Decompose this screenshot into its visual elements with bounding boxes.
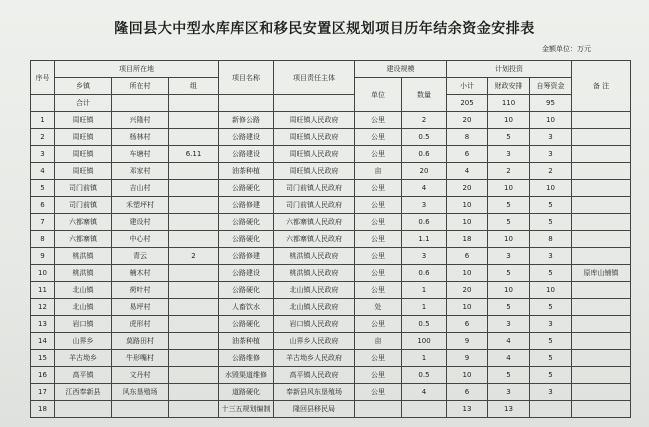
cell-owner: 高平镇人民政府 bbox=[274, 367, 355, 384]
cell-fiscal: 2 bbox=[488, 163, 530, 180]
cell-qty: 20 bbox=[402, 163, 447, 180]
cell-qty: 0.5 bbox=[402, 129, 447, 146]
header-town: 乡镇 bbox=[55, 78, 112, 95]
cell-village: 虎形村 bbox=[112, 316, 169, 333]
cell-unit: 公里 bbox=[355, 129, 402, 146]
cell-qty bbox=[402, 401, 447, 418]
cell-self: 3 bbox=[530, 248, 572, 265]
cell-owner: 周旺镇人民政府 bbox=[274, 129, 355, 146]
cell-seq: 9 bbox=[31, 248, 55, 265]
cell-unit: 公里 bbox=[355, 214, 402, 231]
cell-fiscal: 10 bbox=[488, 282, 530, 299]
cell-fiscal: 3 bbox=[488, 384, 530, 401]
cell-remark bbox=[572, 214, 631, 231]
header-group: 组 bbox=[169, 78, 219, 95]
cell-town: 高平镇 bbox=[55, 367, 112, 384]
cell-group bbox=[169, 231, 219, 248]
cell-subtotal: 6 bbox=[447, 384, 488, 401]
unit-note: 金额单位：万元 bbox=[542, 45, 591, 53]
cell-group bbox=[169, 197, 219, 214]
cell-seq: 18 bbox=[31, 401, 55, 418]
cell-name: 十三五规划编制 bbox=[219, 401, 274, 418]
cell-qty: 3 bbox=[402, 197, 447, 214]
table-row bbox=[31, 231, 631, 248]
table-row bbox=[31, 163, 631, 180]
cell-owner: 周旺镇人民政府 bbox=[274, 146, 355, 163]
cell-village: 文丹村 bbox=[112, 367, 169, 384]
cell-remark bbox=[572, 197, 631, 214]
cell-name: 公路维修 bbox=[219, 350, 274, 367]
cell-town: 桃洪镇 bbox=[55, 265, 112, 282]
cell-fiscal: 10 bbox=[488, 180, 530, 197]
cell-unit: 公里 bbox=[355, 282, 402, 299]
table-row bbox=[31, 384, 631, 401]
cell-group bbox=[169, 214, 219, 231]
cell-unit: 公里 bbox=[355, 350, 402, 367]
cell-remark bbox=[572, 163, 631, 180]
cell-unit: 公里 bbox=[355, 180, 402, 197]
cell-unit: 公里 bbox=[355, 231, 402, 248]
cell-town: 周旺镇 bbox=[55, 112, 112, 129]
cell-unit: 公里 bbox=[355, 367, 402, 384]
cell-name: 新修公路 bbox=[219, 112, 274, 129]
total-village-cell bbox=[112, 95, 169, 112]
cell-unit: 公里 bbox=[355, 112, 402, 129]
cell-qty: 3 bbox=[402, 248, 447, 265]
cell-seq: 12 bbox=[31, 299, 55, 316]
cell-subtotal: 10 bbox=[447, 265, 488, 282]
cell-self: 3 bbox=[530, 384, 572, 401]
cell-seq: 11 bbox=[31, 282, 55, 299]
cell-fiscal: 5 bbox=[488, 197, 530, 214]
total-subtotal: 205 bbox=[447, 95, 488, 112]
table-row bbox=[31, 214, 631, 231]
cell-village: 莫路田村 bbox=[112, 333, 169, 350]
cell-unit: 公里 bbox=[355, 384, 402, 401]
table-row bbox=[31, 265, 631, 282]
header-seq: 序号 bbox=[31, 61, 55, 95]
cell-town: 六都寨镇 bbox=[55, 231, 112, 248]
cell-town: 山界乡 bbox=[55, 333, 112, 350]
cell-town: 周旺镇 bbox=[55, 163, 112, 180]
cell-name: 公路建设 bbox=[219, 129, 274, 146]
cell-village: 楠木村 bbox=[112, 265, 169, 282]
cell-qty: 1 bbox=[402, 282, 447, 299]
cell-owner: 隆回县移民局 bbox=[274, 401, 355, 418]
cell-qty: 0.6 bbox=[402, 214, 447, 231]
cell-subtotal: 10 bbox=[447, 214, 488, 231]
cell-fiscal: 5 bbox=[488, 265, 530, 282]
cell-subtotal: 20 bbox=[447, 180, 488, 197]
table-row bbox=[31, 129, 631, 146]
cell-name: 公路建设 bbox=[219, 146, 274, 163]
cell-group bbox=[169, 367, 219, 384]
cell-subtotal: 10 bbox=[447, 197, 488, 214]
cell-owner: 司门前镇人民政府 bbox=[274, 180, 355, 197]
cell-unit: 亩 bbox=[355, 333, 402, 350]
table-row bbox=[31, 367, 631, 384]
table-row bbox=[31, 333, 631, 350]
cell-name: 公路建设 bbox=[219, 265, 274, 282]
allocation-table bbox=[30, 60, 631, 418]
cell-self: 5 bbox=[530, 197, 572, 214]
table-row bbox=[31, 180, 631, 197]
cell-seq: 5 bbox=[31, 180, 55, 197]
cell-owner: 岩口镇人民政府 bbox=[274, 316, 355, 333]
cell-qty: 0.6 bbox=[402, 265, 447, 282]
cell-fiscal: 10 bbox=[488, 231, 530, 248]
cell-owner: 桃洪镇人民政府 bbox=[274, 248, 355, 265]
total-name-cell bbox=[219, 95, 274, 112]
cell-remark bbox=[572, 129, 631, 146]
cell-group bbox=[169, 384, 219, 401]
cell-group bbox=[169, 282, 219, 299]
cell-fiscal: 5 bbox=[488, 214, 530, 231]
cell-seq: 1 bbox=[31, 112, 55, 129]
cell-seq: 16 bbox=[31, 367, 55, 384]
cell-village: 杨林村 bbox=[112, 129, 169, 146]
cell-remark bbox=[572, 384, 631, 401]
cell-unit: 公里 bbox=[355, 197, 402, 214]
cell-qty: 0.5 bbox=[402, 316, 447, 333]
total-group-cell bbox=[169, 95, 219, 112]
cell-subtotal: 20 bbox=[447, 112, 488, 129]
cell-qty: 0.5 bbox=[402, 367, 447, 384]
cell-unit: 处 bbox=[355, 299, 402, 316]
cell-seq: 17 bbox=[31, 384, 55, 401]
table-row bbox=[31, 146, 631, 163]
cell-unit: 公里 bbox=[355, 248, 402, 265]
cell-town: 司门前镇 bbox=[55, 197, 112, 214]
cell-owner: 北山镇人民政府 bbox=[274, 299, 355, 316]
cell-owner: 六都寨镇人民政府 bbox=[274, 231, 355, 248]
cell-self: 3 bbox=[530, 316, 572, 333]
cell-name: 人畜饮水 bbox=[219, 299, 274, 316]
cell-seq: 4 bbox=[31, 163, 55, 180]
cell-subtotal: 18 bbox=[447, 231, 488, 248]
cell-subtotal: 6 bbox=[447, 146, 488, 163]
cell-village: 易坪村 bbox=[112, 299, 169, 316]
cell-owner: 山界乡人民政府 bbox=[274, 333, 355, 350]
page-title: 隆回县大中型水库库区和移民安置区规划项目历年结余资金安排表 bbox=[114, 21, 535, 37]
header-owner: 项目责任主体 bbox=[274, 61, 355, 95]
cell-name: 公路硬化 bbox=[219, 180, 274, 197]
cell-group: 2 bbox=[169, 248, 219, 265]
cell-remark: 原库山铺镇 bbox=[572, 265, 631, 282]
cell-subtotal: 6 bbox=[447, 248, 488, 265]
cell-self: 2 bbox=[530, 163, 572, 180]
cell-remark bbox=[572, 299, 631, 316]
cell-unit: 公里 bbox=[355, 316, 402, 333]
cell-village: 禾塑坪村 bbox=[112, 197, 169, 214]
cell-seq: 2 bbox=[31, 129, 55, 146]
cell-town: 司门前镇 bbox=[55, 180, 112, 197]
cell-seq: 14 bbox=[31, 333, 55, 350]
cell-self: 10 bbox=[530, 282, 572, 299]
cell-fiscal: 4 bbox=[488, 333, 530, 350]
cell-village: 兴隆村 bbox=[112, 112, 169, 129]
cell-subtotal: 10 bbox=[447, 367, 488, 384]
cell-subtotal: 20 bbox=[447, 282, 488, 299]
cell-fiscal: 5 bbox=[488, 129, 530, 146]
cell-self bbox=[530, 401, 572, 418]
cell-owner: 周旺镇人民政府 bbox=[274, 112, 355, 129]
header-name: 项目名称 bbox=[219, 61, 274, 95]
cell-unit bbox=[355, 401, 402, 418]
cell-town bbox=[55, 401, 112, 418]
cell-subtotal: 10 bbox=[447, 299, 488, 316]
cell-village: 风东垦殖场 bbox=[112, 384, 169, 401]
cell-remark bbox=[572, 367, 631, 384]
cell-fiscal: 4 bbox=[488, 350, 530, 367]
cell-group bbox=[169, 129, 219, 146]
cell-group bbox=[169, 350, 219, 367]
cell-self: 5 bbox=[530, 265, 572, 282]
header-village: 所在村 bbox=[112, 78, 169, 95]
cell-self: 5 bbox=[530, 367, 572, 384]
cell-self: 5 bbox=[530, 333, 572, 350]
table-row bbox=[31, 112, 631, 129]
cell-group bbox=[169, 265, 219, 282]
cell-qty: 100 bbox=[402, 333, 447, 350]
cell-town: 羊古坳乡 bbox=[55, 350, 112, 367]
cell-subtotal: 8 bbox=[447, 129, 488, 146]
cell-remark bbox=[572, 180, 631, 197]
table-row bbox=[31, 282, 631, 299]
table-row bbox=[31, 197, 631, 214]
cell-fiscal: 5 bbox=[488, 299, 530, 316]
total-self: 95 bbox=[530, 95, 572, 112]
cell-qty: 1 bbox=[402, 299, 447, 316]
cell-remark bbox=[572, 282, 631, 299]
header-scale-unit: 单位 bbox=[355, 78, 402, 112]
header-scale-qty: 数量 bbox=[402, 78, 447, 112]
cell-town: 江西奉新县 bbox=[55, 384, 112, 401]
cell-unit: 亩 bbox=[355, 163, 402, 180]
cell-name: 油茶种植 bbox=[219, 333, 274, 350]
cell-remark bbox=[572, 350, 631, 367]
cell-fiscal: 3 bbox=[488, 146, 530, 163]
total-owner-cell bbox=[274, 95, 355, 112]
cell-village: 青云 bbox=[112, 248, 169, 265]
table-row bbox=[31, 299, 631, 316]
header-location: 项目所在地 bbox=[55, 61, 219, 78]
cell-qty: 0.6 bbox=[402, 146, 447, 163]
cell-village: 邓家村 bbox=[112, 163, 169, 180]
cell-self: 10 bbox=[530, 112, 572, 129]
cell-self: 5 bbox=[530, 350, 572, 367]
cell-self: 8 bbox=[530, 231, 572, 248]
total-label: 合计 bbox=[55, 95, 112, 112]
header-scale: 建设规模 bbox=[355, 61, 447, 78]
table-row bbox=[31, 401, 631, 418]
cell-village: 建设村 bbox=[112, 214, 169, 231]
total-row bbox=[31, 95, 631, 112]
cell-town: 六都寨镇 bbox=[55, 214, 112, 231]
cell-remark bbox=[572, 401, 631, 418]
cell-name: 公路修建 bbox=[219, 248, 274, 265]
cell-village: 吉山村 bbox=[112, 180, 169, 197]
cell-qty: 2 bbox=[402, 112, 447, 129]
cell-fiscal: 3 bbox=[488, 316, 530, 333]
cell-subtotal: 4 bbox=[447, 163, 488, 180]
cell-seq: 10 bbox=[31, 265, 55, 282]
cell-group bbox=[169, 112, 219, 129]
cell-seq: 7 bbox=[31, 214, 55, 231]
cell-remark bbox=[572, 231, 631, 248]
cell-remark bbox=[572, 146, 631, 163]
cell-remark bbox=[572, 248, 631, 265]
cell-name: 公路硬化 bbox=[219, 214, 274, 231]
cell-name: 道路硬化 bbox=[219, 384, 274, 401]
cell-seq: 6 bbox=[31, 197, 55, 214]
header-fiscal: 财政安排 bbox=[488, 78, 530, 95]
cell-subtotal: 9 bbox=[447, 350, 488, 367]
cell-owner: 六都寨镇人民政府 bbox=[274, 214, 355, 231]
cell-group bbox=[169, 299, 219, 316]
cell-self: 5 bbox=[530, 299, 572, 316]
cell-fiscal: 13 bbox=[488, 401, 530, 418]
cell-owner: 司门前镇人民政府 bbox=[274, 197, 355, 214]
table-row bbox=[31, 248, 631, 265]
cell-village: 车塘村 bbox=[112, 146, 169, 163]
cell-fiscal: 3 bbox=[488, 248, 530, 265]
cell-group bbox=[169, 316, 219, 333]
cell-group bbox=[169, 333, 219, 350]
cell-village bbox=[112, 401, 169, 418]
cell-name: 公路硬化 bbox=[219, 282, 274, 299]
cell-seq: 15 bbox=[31, 350, 55, 367]
cell-self: 3 bbox=[530, 129, 572, 146]
cell-town: 周旺镇 bbox=[55, 129, 112, 146]
cell-owner: 桃洪镇人民政府 bbox=[274, 265, 355, 282]
cell-town: 周旺镇 bbox=[55, 146, 112, 163]
total-seq-cell bbox=[31, 95, 55, 112]
cell-subtotal: 13 bbox=[447, 401, 488, 418]
cell-fiscal: 5 bbox=[488, 367, 530, 384]
cell-village: 中心村 bbox=[112, 231, 169, 248]
cell-remark bbox=[572, 333, 631, 350]
table-row bbox=[31, 316, 631, 333]
cell-unit: 公里 bbox=[355, 146, 402, 163]
cell-village: 荷叶村 bbox=[112, 282, 169, 299]
cell-owner: 周旺镇人民政府 bbox=[274, 163, 355, 180]
cell-qty: 4 bbox=[402, 384, 447, 401]
cell-owner: 北山镇人民政府 bbox=[274, 282, 355, 299]
cell-group: 6.11 bbox=[169, 146, 219, 163]
header-subtotal: 小计 bbox=[447, 78, 488, 95]
cell-town: 岩口镇 bbox=[55, 316, 112, 333]
cell-town: 北山镇 bbox=[55, 299, 112, 316]
cell-owner: 羊古坳乡人民政府 bbox=[274, 350, 355, 367]
cell-town: 北山镇 bbox=[55, 282, 112, 299]
cell-group bbox=[169, 401, 219, 418]
cell-name: 水毁渠道维修 bbox=[219, 367, 274, 384]
cell-unit: 公里 bbox=[355, 265, 402, 282]
cell-group bbox=[169, 163, 219, 180]
cell-name: 油茶种植 bbox=[219, 163, 274, 180]
cell-qty: 1 bbox=[402, 350, 447, 367]
cell-self: 5 bbox=[530, 214, 572, 231]
cell-seq: 8 bbox=[31, 231, 55, 248]
cell-town: 桃洪镇 bbox=[55, 248, 112, 265]
header-row-1 bbox=[31, 61, 631, 78]
cell-village: 牛形嘴村 bbox=[112, 350, 169, 367]
cell-subtotal: 9 bbox=[447, 333, 488, 350]
cell-remark bbox=[572, 112, 631, 129]
cell-name: 公路硬化 bbox=[219, 316, 274, 333]
cell-qty: 1.1 bbox=[402, 231, 447, 248]
cell-qty: 4 bbox=[402, 180, 447, 197]
cell-fiscal: 10 bbox=[488, 112, 530, 129]
header-invest: 计划投资 bbox=[447, 61, 572, 78]
table-row bbox=[31, 350, 631, 367]
cell-self: 10 bbox=[530, 180, 572, 197]
cell-self: 3 bbox=[530, 146, 572, 163]
cell-seq: 3 bbox=[31, 146, 55, 163]
cell-remark bbox=[572, 316, 631, 333]
total-fiscal: 110 bbox=[488, 95, 530, 112]
cell-group bbox=[169, 180, 219, 197]
header-remark: 备 注 bbox=[572, 61, 631, 112]
cell-seq: 13 bbox=[31, 316, 55, 333]
cell-subtotal: 6 bbox=[447, 316, 488, 333]
cell-name: 公路硬化 bbox=[219, 231, 274, 248]
header-self: 自筹资金 bbox=[530, 78, 572, 95]
cell-name: 公路修建 bbox=[219, 197, 274, 214]
cell-owner: 奉新县风东垦殖场 bbox=[274, 384, 355, 401]
